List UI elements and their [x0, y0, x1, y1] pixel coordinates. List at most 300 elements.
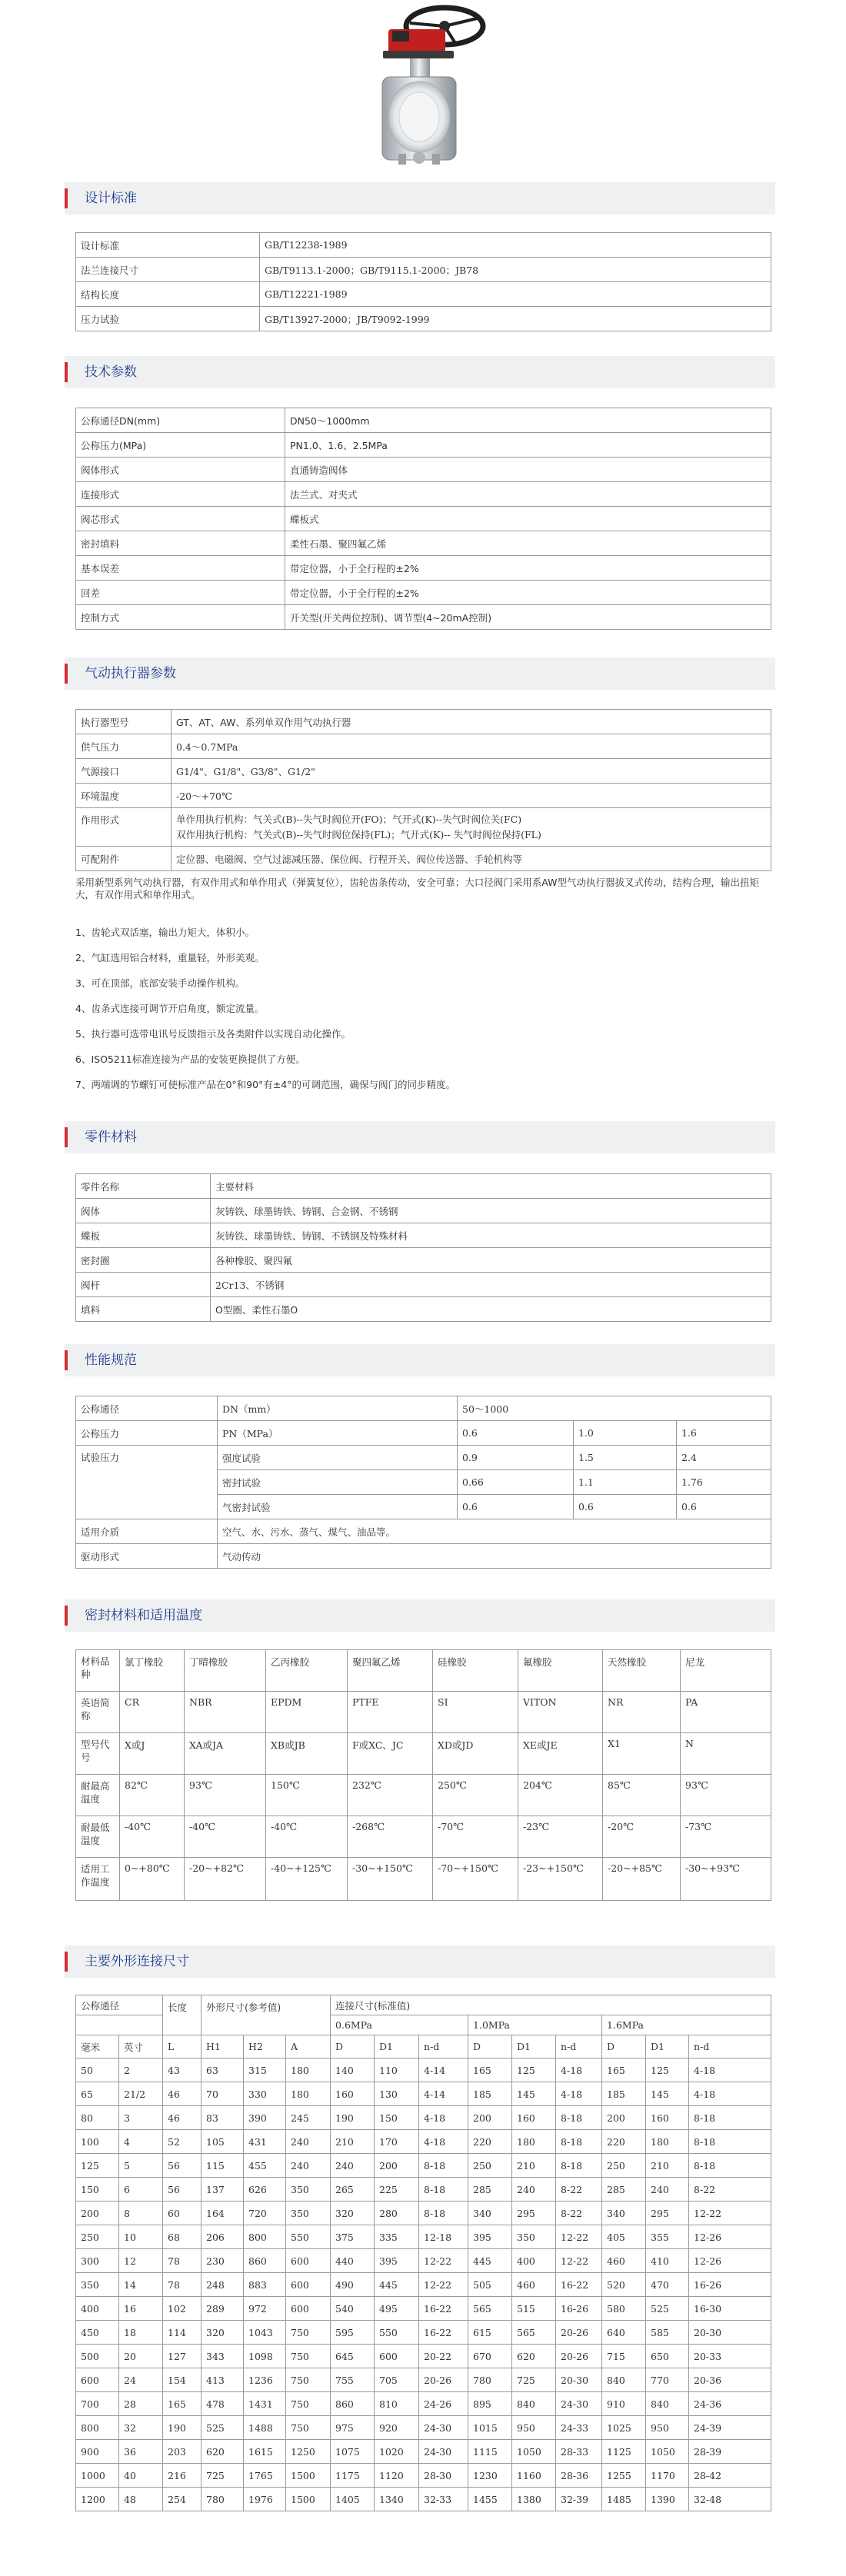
table-cell: 725 — [512, 2368, 556, 2392]
test-value: 1.76 — [677, 1470, 771, 1495]
table-cell: 1765 — [244, 2464, 286, 2488]
table-cell: 16-26 — [689, 2273, 771, 2297]
table-row — [76, 507, 771, 531]
table-cell: 585 — [646, 2321, 689, 2345]
table-cell: 1200 — [76, 2488, 119, 2511]
table-cell: 295 — [646, 2202, 689, 2225]
table-cell: 670 — [468, 2345, 512, 2368]
table-row — [76, 581, 771, 605]
section-title: 性能规范 — [85, 1353, 137, 1368]
table-cell: 245 — [286, 2106, 331, 2130]
table-cell: 8-18 — [689, 2106, 771, 2130]
table-row — [76, 258, 771, 282]
feature-item: 5、执行器可选带电讯号反馈指示及各类附件以实现自动化操作。 — [75, 1028, 351, 1040]
table-cell: 1050 — [646, 2440, 689, 2464]
table-cell: 550 — [286, 2225, 331, 2249]
table-cell: 65 — [76, 2082, 119, 2106]
row-label: 公称通径 — [76, 1396, 218, 1421]
row-value: GT、AT、AW、系列单双作用气动执行器 — [172, 710, 771, 734]
table-cell: 164 — [202, 2202, 244, 2225]
table-cell: 1170 — [646, 2464, 689, 2488]
table-cell: 431 — [244, 2130, 286, 2154]
row-value: 50～1000 — [458, 1396, 771, 1421]
table-cell: 715 — [602, 2345, 646, 2368]
section-title: 设计标准 — [85, 191, 137, 206]
table-cell: 320 — [202, 2321, 244, 2345]
table-row — [76, 1733, 771, 1775]
table-cell: 24-30 — [419, 2416, 468, 2440]
table-cell: 10 — [119, 2225, 163, 2249]
column-header-connection: 连接尺寸(标准值) — [331, 1995, 771, 2015]
table-cell: 400 — [76, 2297, 119, 2321]
table-row — [76, 710, 771, 734]
performance-table — [75, 1396, 771, 1569]
table-cell: 16-26 — [556, 2297, 602, 2321]
section-header-dimensions — [65, 1945, 775, 1978]
table-row — [76, 233, 771, 258]
column-header: 主要材料 — [211, 1174, 771, 1199]
table-cell: NR — [603, 1692, 681, 1733]
table-row — [76, 1775, 771, 1816]
section-header-seal-materials — [65, 1599, 775, 1632]
table-cell: 1615 — [244, 2440, 286, 2464]
table-cell: 110 — [375, 2058, 419, 2082]
part-material: 灰铸铁、球墨铸铁、铸钢、合金钢、不锈钢 — [211, 1199, 771, 1223]
table-cell: 1098 — [244, 2345, 286, 2368]
table-cell: PA — [681, 1692, 771, 1733]
table-cell: 1255 — [602, 2464, 646, 2488]
column-header: 氯丁橡胶 — [120, 1650, 185, 1692]
table-row — [76, 2082, 771, 2106]
table-cell: 12-22 — [419, 2273, 468, 2297]
section-header-performance — [65, 1344, 775, 1376]
table-cell: 2 — [119, 2058, 163, 2082]
table-cell: 190 — [163, 2416, 202, 2440]
table-cell: 8-18 — [689, 2154, 771, 2178]
row-value: 柔性石墨、聚四氟乙烯 — [285, 531, 771, 556]
row-label: 公称通径DN(mm) — [76, 408, 285, 433]
table-row — [76, 1421, 771, 1446]
table-row — [76, 1816, 771, 1858]
table-cell: 24-36 — [689, 2392, 771, 2416]
column-header-nominal-diameter: 公称通径 — [76, 1995, 163, 2015]
row-value: 带定位器，小于全行程的±2% — [285, 581, 771, 605]
dimensions-table — [75, 1995, 771, 2511]
table-cell: CR — [120, 1692, 185, 1733]
row-value: -20～+70℃ — [172, 784, 771, 808]
pressure-value: 0.6 — [458, 1421, 574, 1446]
table-cell: 500 — [76, 2345, 119, 2368]
row-label: 型号代号 — [76, 1733, 120, 1775]
column-header-length: 长度 — [163, 1995, 202, 2035]
table-cell: 1025 — [602, 2416, 646, 2440]
table-cell: 180 — [646, 2130, 689, 2154]
table-cell: 860 — [244, 2249, 286, 2273]
table-cell: 840 — [512, 2392, 556, 2416]
row-unit: PN（MPa） — [218, 1421, 458, 1446]
section-header-actuator-params — [65, 657, 775, 690]
section-title: 主要外形连接尺寸 — [85, 1954, 189, 1969]
part-material: 各种橡胶、聚四氟 — [211, 1248, 771, 1273]
row-label: 适用工作温度 — [76, 1858, 120, 1901]
part-name: 阀杆 — [76, 1273, 211, 1297]
pressure-header-1-0: 1.0MPa — [468, 2015, 602, 2035]
table-cell: 289 — [202, 2297, 244, 2321]
table-row — [76, 307, 771, 331]
part-name: 蝶板 — [76, 1223, 211, 1248]
table-row — [76, 2130, 771, 2154]
table-cell: -20~+85℃ — [603, 1858, 681, 1901]
table-cell: 600 — [286, 2297, 331, 2321]
table-cell: 46 — [163, 2082, 202, 2106]
table-cell: 240 — [512, 2178, 556, 2202]
table-cell: 375 — [331, 2225, 375, 2249]
table-cell: 185 — [602, 2082, 646, 2106]
column-header: 丁晴橡胶 — [185, 1650, 266, 1692]
table-cell: -23℃ — [518, 1816, 603, 1858]
section-accent-bar — [65, 362, 68, 382]
table-cell: 32 — [119, 2416, 163, 2440]
row-value: 0.4～0.7MPa — [172, 734, 771, 759]
table-cell: 24-30 — [419, 2440, 468, 2464]
row-label: 耐最高温度 — [76, 1775, 120, 1816]
table-cell: 24-26 — [419, 2392, 468, 2416]
table-row — [76, 2392, 771, 2416]
table-cell: 145 — [646, 2082, 689, 2106]
section-header-part-materials — [65, 1121, 775, 1153]
table-header-row — [76, 1995, 771, 2015]
table-cell: 105 — [202, 2130, 244, 2154]
table-cell: VITON — [518, 1692, 603, 1733]
table-cell: 750 — [286, 2345, 331, 2368]
row-label: 公称压力 — [76, 1421, 218, 1446]
column-header: 硅橡胶 — [433, 1650, 518, 1692]
action-type-double: 双作用执行机构：气关式(B)--失气时阀位保持(FL)；气开式(K)-- 失气时阀位保持(FL) — [176, 828, 541, 840]
part-name: 密封圈 — [76, 1248, 211, 1273]
test-value: 0.9 — [458, 1446, 574, 1470]
table-cell: 8 — [119, 2202, 163, 2225]
column-header: A — [286, 2035, 331, 2058]
table-cell: 16-22 — [419, 2297, 468, 2321]
column-header: n-d — [556, 2035, 602, 2058]
column-header: D — [331, 2035, 375, 2058]
table-row — [76, 482, 771, 507]
table-cell: 800 — [244, 2225, 286, 2249]
table-cell: 68 — [163, 2225, 202, 2249]
column-header: H1 — [202, 2035, 244, 2058]
action-type-single: 单作用执行机构：气关式(B)--失气时阀位开(FO)；气开式(K)--失气时阀位关(FC) — [176, 813, 522, 825]
table-cell: X1 — [603, 1733, 681, 1775]
table-cell: 36 — [119, 2440, 163, 2464]
test-type: 气密封试验 — [218, 1495, 458, 1519]
table-cell: 160 — [512, 2106, 556, 2130]
table-cell: 32-39 — [556, 2488, 602, 2511]
table-cell: 1340 — [375, 2488, 419, 2511]
table-cell: 340 — [602, 2202, 646, 2225]
table-cell: 125 — [512, 2058, 556, 2082]
column-header: 天然橡胶 — [603, 1650, 681, 1692]
column-header: D — [468, 2035, 512, 2058]
table-cell: 840 — [602, 2368, 646, 2392]
table-cell: 4-18 — [556, 2082, 602, 2106]
table-cell: 4 — [119, 2130, 163, 2154]
table-cell: 16-30 — [689, 2297, 771, 2321]
feature-item: 4、齿条式连接可调节开启角度，额定流量。 — [75, 1003, 265, 1014]
table-cell: 46 — [163, 2106, 202, 2130]
table-cell: 20-26 — [419, 2368, 468, 2392]
table-cell: 232℃ — [348, 1775, 433, 1816]
row-label: 环境温度 — [76, 784, 172, 808]
table-cell: 4-14 — [419, 2058, 468, 2082]
column-header-outline: 外形尺寸(参考值) — [202, 1995, 331, 2035]
part-name: 填料 — [76, 1297, 211, 1322]
table-row — [76, 1273, 771, 1297]
row-value: DN50～1000mm — [285, 408, 771, 433]
table-cell: 1050 — [512, 2440, 556, 2464]
row-label: 压力试验 — [76, 307, 260, 331]
row-label: 连接形式 — [76, 482, 285, 507]
table-cell: 340 — [468, 2202, 512, 2225]
table-cell: 32-48 — [689, 2488, 771, 2511]
table-cell: 93℃ — [681, 1775, 771, 1816]
row-unit: DN（mm） — [218, 1396, 458, 1421]
table-cell: 450 — [76, 2321, 119, 2345]
feature-item: 2、气缸选用铝合材料，重量轻，外形美观。 — [75, 952, 265, 964]
table-cell: 780 — [468, 2368, 512, 2392]
table-row — [76, 2106, 771, 2130]
table-row — [76, 2154, 771, 2178]
row-value: 蝶板式 — [285, 507, 771, 531]
section-accent-bar — [65, 1952, 68, 1972]
table-cell: 100 — [76, 2130, 119, 2154]
table-cell: -40℃ — [185, 1816, 266, 1858]
actuator-params-table — [75, 709, 771, 871]
row-value: GB/T12238-1989 — [260, 233, 771, 258]
table-cell: 330 — [244, 2082, 286, 2106]
table-cell: 285 — [602, 2178, 646, 2202]
table-cell: 495 — [375, 2297, 419, 2321]
table-cell: 80 — [76, 2106, 119, 2130]
table-cell: 24-39 — [689, 2416, 771, 2440]
table-cell: 1431 — [244, 2392, 286, 2416]
table-cell: 445 — [468, 2249, 512, 2273]
table-cell: 920 — [375, 2416, 419, 2440]
table-cell: 14 — [119, 2273, 163, 2297]
table-cell: 1230 — [468, 2464, 512, 2488]
table-cell: 185 — [468, 2082, 512, 2106]
table-row — [76, 2368, 771, 2392]
column-header: 零件名称 — [76, 1174, 211, 1199]
table-cell: XB或JB — [266, 1733, 348, 1775]
table-cell: -73℃ — [681, 1816, 771, 1858]
pressure-header-0-6: 0.6MPa — [331, 2015, 468, 2035]
pressure-value: 1.6 — [677, 1421, 771, 1446]
table-cell: 335 — [375, 2225, 419, 2249]
table-cell: 165 — [468, 2058, 512, 2082]
feature-item: 1、齿轮式双活塞，输出力矩大，体积小。 — [75, 927, 255, 938]
table-cell: 137 — [202, 2178, 244, 2202]
column-header: 氟橡胶 — [518, 1650, 603, 1692]
table-cell: 20-22 — [419, 2345, 468, 2368]
table-row — [76, 531, 771, 556]
table-cell: 413 — [202, 2368, 244, 2392]
table-cell: 200 — [76, 2202, 119, 2225]
row-label: 试验压力 — [76, 1446, 218, 1519]
table-cell: 127 — [163, 2345, 202, 2368]
table-cell: 102 — [163, 2297, 202, 2321]
table-cell: 190 — [331, 2106, 375, 2130]
table-cell: 705 — [375, 2368, 419, 2392]
table-cell: 490 — [331, 2273, 375, 2297]
table-cell: 1405 — [331, 2488, 375, 2511]
row-value: 气动传动 — [218, 1544, 771, 1569]
valve-product-image — [0, 0, 846, 177]
section-accent-bar — [65, 188, 68, 208]
table-row — [76, 759, 771, 784]
table-cell: 12-22 — [556, 2225, 602, 2249]
table-cell: 20-26 — [556, 2321, 602, 2345]
table-cell: 395 — [375, 2249, 419, 2273]
row-label: 设计标准 — [76, 233, 260, 258]
table-cell: 78 — [163, 2249, 202, 2273]
column-header: 聚四氟乙烯 — [348, 1650, 433, 1692]
table-row — [76, 734, 771, 759]
column-header: L — [163, 2035, 202, 2058]
table-cell: 972 — [244, 2297, 286, 2321]
table-cell: 216 — [163, 2464, 202, 2488]
table-cell: 1500 — [286, 2464, 331, 2488]
row-label: 公称压力(MPa) — [76, 433, 285, 458]
row-label: 密封填料 — [76, 531, 285, 556]
table-cell: 12 — [119, 2249, 163, 2273]
table-cell: 395 — [468, 2225, 512, 2249]
table-cell: 180 — [286, 2058, 331, 2082]
column-header: 毫米 — [76, 2035, 119, 2058]
row-label: 驱动形式 — [76, 1544, 218, 1569]
row-label: 控制方式 — [76, 605, 285, 630]
column-header: 乙丙橡胶 — [266, 1650, 348, 1692]
section-accent-bar — [65, 1606, 68, 1626]
table-cell: 4-14 — [419, 2082, 468, 2106]
table-cell: 750 — [286, 2416, 331, 2440]
table-cell: 114 — [163, 2321, 202, 2345]
table-row — [76, 2202, 771, 2225]
table-row — [76, 1692, 771, 1733]
table-cell: 300 — [76, 2249, 119, 2273]
table-cell: 460 — [512, 2273, 556, 2297]
table-cell: 565 — [468, 2297, 512, 2321]
section-title: 气动执行器参数 — [85, 666, 176, 681]
table-cell: 1380 — [512, 2488, 556, 2511]
table-cell: 32-33 — [419, 2488, 468, 2511]
table-row — [76, 433, 771, 458]
table-cell: 8-22 — [556, 2178, 602, 2202]
table-cell: -30~+93℃ — [681, 1858, 771, 1901]
table-cell: N — [681, 1733, 771, 1775]
table-cell: 8-18 — [556, 2130, 602, 2154]
table-cell: 8-18 — [419, 2154, 468, 2178]
table-cell: 20 — [119, 2345, 163, 2368]
table-cell: 626 — [244, 2178, 286, 2202]
table-cell: 1160 — [512, 2464, 556, 2488]
table-row — [76, 408, 771, 433]
row-label: 结构长度 — [76, 282, 260, 307]
table-cell: 950 — [512, 2416, 556, 2440]
table-cell: 200 — [602, 2106, 646, 2130]
table-cell: 180 — [512, 2130, 556, 2154]
table-cell: 4-18 — [419, 2130, 468, 2154]
table-cell: 206 — [202, 2225, 244, 2249]
section-header-design-standard — [65, 182, 775, 215]
row-label: 阀芯形式 — [76, 507, 285, 531]
table-row — [76, 808, 771, 847]
table-cell: 70 — [202, 2082, 244, 2106]
row-value: PN1.0、1.6、2.5MPa — [285, 433, 771, 458]
table-cell: 225 — [375, 2178, 419, 2202]
feature-item: 7、两端调的节螺钉可使标准产品在0°和90°有±4°的可调范围，确保与阀门的同步精度。 — [75, 1079, 455, 1090]
table-row — [76, 2178, 771, 2202]
pressure-value: 1.0 — [574, 1421, 677, 1446]
actuator-intro-text: 采用新型系列气动执行器，有双作用式和单作用式（弹簧复位），齿轮齿条传动，安全可靠；大口径阀门采用系AW型气动执行器拔叉式传动，结构合理，输出扭矩大，有双作用式和单作用式。 — [75, 877, 759, 900]
table-cell: 52 — [163, 2130, 202, 2154]
table-cell: 1500 — [286, 2488, 331, 2511]
section-header-tech-params — [65, 356, 775, 388]
table-cell: 445 — [375, 2273, 419, 2297]
pressure-header-1-6: 1.6MPa — [602, 2015, 771, 2035]
table-cell: 8-18 — [419, 2178, 468, 2202]
column-header: 尼龙 — [681, 1650, 771, 1692]
table-cell: 410 — [646, 2249, 689, 2273]
table-cell: 525 — [646, 2297, 689, 2321]
column-header: 英寸 — [119, 2035, 163, 2058]
feature-item: 3、可在顶部，底部安装手动操作机构。 — [75, 977, 245, 989]
table-row — [76, 2321, 771, 2345]
table-cell: 250 — [76, 2225, 119, 2249]
table-cell: 910 — [602, 2392, 646, 2416]
column-header: H2 — [244, 2035, 286, 2058]
table-cell: 56 — [163, 2178, 202, 2202]
table-cell: 240 — [286, 2130, 331, 2154]
column-header: D — [602, 2035, 646, 2058]
section-accent-bar — [65, 1127, 68, 1147]
table-cell: 93℃ — [185, 1775, 266, 1816]
table-cell: 640 — [602, 2321, 646, 2345]
table-cell: NBR — [185, 1692, 266, 1733]
table-cell: 860 — [331, 2392, 375, 2416]
table-cell: 203 — [163, 2440, 202, 2464]
table-cell: 580 — [602, 2297, 646, 2321]
table-cell: 24-30 — [556, 2392, 602, 2416]
table-cell: 28 — [119, 2392, 163, 2416]
table-cell: -30~+150℃ — [348, 1858, 433, 1901]
table-cell: 150 — [76, 2178, 119, 2202]
table-cell: 12-22 — [556, 2249, 602, 2273]
table-cell: F或XC、JC — [348, 1733, 433, 1775]
table-cell: 6 — [119, 2178, 163, 2202]
table-cell: 600 — [286, 2273, 331, 2297]
table-cell: 265 — [331, 2178, 375, 2202]
table-cell: 645 — [331, 2345, 375, 2368]
table-cell: 165 — [602, 2058, 646, 2082]
table-cell: 28-39 — [689, 2440, 771, 2464]
table-row — [76, 1199, 771, 1223]
table-cell: 165 — [163, 2392, 202, 2416]
table-cell: 20-36 — [689, 2368, 771, 2392]
table-cell: 8-22 — [556, 2202, 602, 2225]
table-cell: 620 — [202, 2440, 244, 2464]
table-cell: 16-22 — [419, 2321, 468, 2345]
table-cell: 20-26 — [556, 2345, 602, 2368]
